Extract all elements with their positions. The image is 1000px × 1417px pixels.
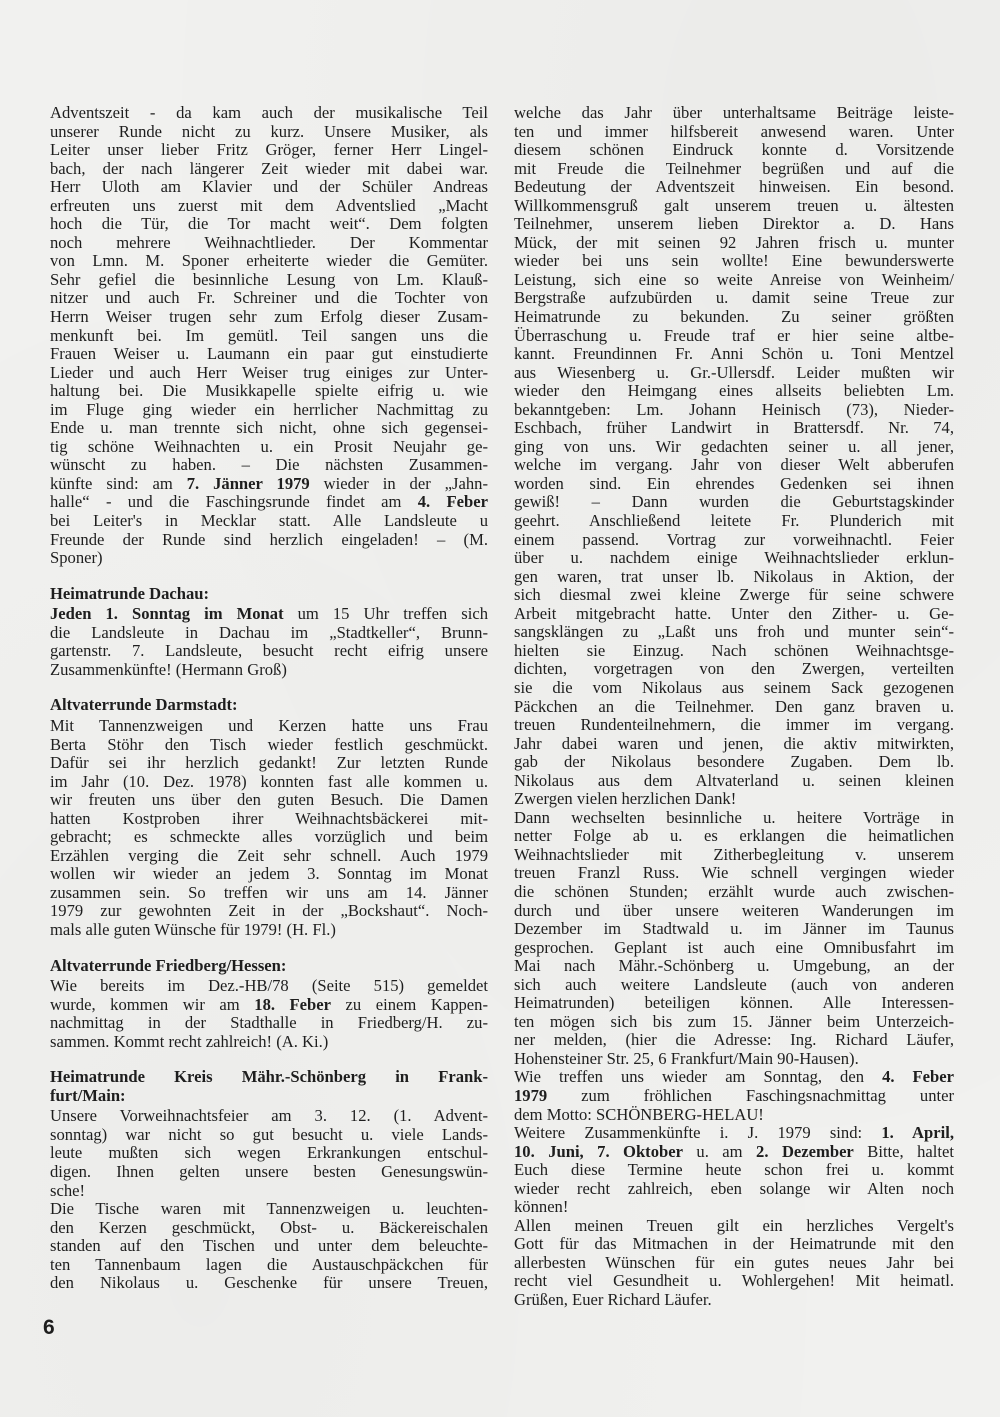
text-line: Altvaterrunde Friedberg/Hessen: [50,955,287,975]
page-number: 6 [43,1316,55,1339]
text-line: Grüßen, Euer Richard Läufer. [514,1290,712,1309]
text-line: Eschbach, früher Landwirt in Brattersdf. Nr. 74, [514,418,954,438]
text-line: Jeden 1. Sonntag im Monat um 15 Uhr treffen sich [50,604,488,624]
text-line: Berta Stöhr den Tisch wieder festlich geschmückt. [50,734,488,754]
text-line: Mück, der mit seinen 92 Jahren frisch u. munter [514,232,954,252]
text-line: welche das Jahr über unterhaltsame Beiträge leiste- [514,103,954,122]
text-line: im Jahr (10. Dez. 1978) konnten fast alle kommen u. [50,771,488,791]
text-line: ging von uns. Wir gedachten seiner u. all jener, [514,436,954,456]
text-line: geehrt. Anschließend leitete Fr. Plunderich mit [514,511,954,531]
text-line: welche im vergang. Jahr von dieser Welt abberufen [514,455,954,475]
text-line: wieder bei uns sein wollte! Eine bewunderswerte [514,251,954,271]
text-line: hielten sie Einzug. Nach schönen Weihnachtsge- [514,640,954,660]
text-line: die Landsleute in Dachau im „Stadtkeller“, Brunn- [50,622,488,642]
text-line: dichten, vorgetragen von den Zwergen, verteilten [514,659,954,679]
text-line: leute mußten sich wegen Erkrankungen entschul- [50,1143,488,1163]
text-line: Heimatrunde zu bekunden. Zu seiner größten [514,307,954,327]
bold-text: 1979 [514,1085,548,1105]
text-line: Arbeit mitgebracht hatte. Unter den Zither- u. Ge- [514,603,954,623]
text-line: Altvaterrunde Darmstadt: [50,695,238,715]
text-line: allerbesten Wünschen für ein gutes neues Jahr bei [514,1252,954,1272]
text-line: Gott für das Mitmachen in der Heimatrunde mit den [514,1234,954,1254]
text-line: Mit Tannenzweigen und Kerzen hatte uns Frau [50,715,488,735]
paragraph [50,104,488,568]
text-line: Heimatrunde Kreis Mähr.-Schönberg in Frank- [50,1067,488,1087]
text-line: Päckchen an die Teilnehmer. Den ganz braven u. [514,696,954,716]
text-line: die schönen Stunden; erzählt wurde auch zwischen- [514,881,954,901]
section-heading [50,1068,488,1105]
text-line: gewiß! – Dann wurden die Geburtstagskinder [514,492,954,512]
text-line: den Kerzen geschmückt, Obst- u. Bäckereischalen [50,1217,488,1237]
text-line: von Lmn. M. Sponer erheiterte wieder die Gemüter. [50,251,488,271]
paragraph [50,605,488,679]
paragraph [50,977,488,1051]
section-heading [50,696,488,715]
text-line: Ende u. man trennte sich nicht, ohne sich gegensei- [50,418,488,438]
text-line: einem passend. Vortrag zur vorweihnachtl. Feier [514,529,954,549]
text-line: Leistung, sich eine so weite Anreise von Weinheim/ [514,269,954,289]
paragraph [514,1124,954,1217]
text-line: Willkommensgruß galt unserem treuen u. ältesten [514,195,954,215]
text-line: sche! [50,1180,86,1200]
text-line: wollen wir wieder an jedem 3. Sonntag im Monat [50,864,488,884]
text-line: bei Leiter's in Mecklar statt. Alle Landsleute u [50,511,488,531]
text-line: mit Freude die Teilnehmer begrüßen und auf die [514,158,954,178]
text-line: gen waren, trat unser lb. Nikolaus in Aktion, der [514,566,954,586]
text-line: Teilnehmer, unserem lieben Direktor a. D. Hans [514,214,954,234]
text-line: dem Motto: SCHÖNBERG-HELAU! [514,1104,764,1124]
text-line: künfte sind: am 7. Jänner 1979 wieder in der „Jahn- [50,473,488,493]
text-line: Weihnachtslieder mit Zitherbegleitung v. unserem [514,844,954,864]
text-line: 1979 zur gewohnten Zeit in der „Bockshaut“. Noch- [50,901,488,921]
text-line: Bergstraße aufzubürden u. damit seine Treue zur [514,288,954,308]
text-line: im Fluge ging wieder ein herrlicher Nachmittag zu [50,399,488,419]
text-line: hoch die Tür, die Tor macht weit“. Dem folgten [50,214,488,234]
text-line: gab der Nikolaus besondere Zugaben. Dem lb. [514,752,954,772]
bold-text: 2. Dezember [756,1141,854,1161]
bold-text: 18. Feber [254,994,332,1014]
text-line: gartenstr. 7. Landsleute, besucht recht eifrig unsere [50,641,488,661]
text-line: bach, der nach längerer Zeit wieder mit dabei war. [50,158,488,178]
text-line: treuen Franzl Russ. Wie schnell vergingen wieder [514,863,954,883]
text-line: den Nikolaus u. Geschenke für unsere Treuen, [50,1273,488,1293]
text-line: Allen meinen Treuen gilt ein herzliches Vergelt's [514,1215,954,1235]
text-line: Lieder und auch Herr Weiser trug einiges zur Unter- [50,362,488,382]
text-line: Unsere Vorweihnachtsfeier am 3. 12. (1. Advent- [50,1106,488,1126]
text-line: Frauen Weiser u. Laumann ein paar gut einstudierte [50,344,488,364]
text-line: mals alle guten Wünsche für 1979! (H. Fl.) [50,919,336,939]
text-line: wieder den Heimgang eines allseits beliebten Lm. [514,381,954,401]
bold-text: Jeden 1. Sonntag im Monat [50,604,284,624]
bold-text: 4. Feber [417,492,488,512]
text-line: menkunft bei. Im gemütl. Teil sangen uns die [50,325,488,345]
text-line: nachmittag in der Stadthalle in Friedberg/H. zu- [50,1013,488,1033]
text-line: wünscht zu haben. – Die nächsten Zusammen- [50,455,488,475]
text-line: Dezember im Stadtwald u. im Jänner im Taunus [514,919,954,939]
text-line: nitzer und auch Fr. Schreiner und die Tochter von [50,288,488,308]
text-line: wurde, kommen wir am 18. Feber zu einem Kappen- [50,994,488,1014]
text-line: über u. nachdem einige Weihnachtslieder erklun- [514,548,954,568]
text-line: Sponer) [50,548,103,568]
text-line: Nikolaus aus dem Altvaterland u. seinen kleinen [514,770,954,790]
text-line: Heimatrunden) beteiligen können. Alle Interessen- [514,993,954,1013]
section-heading [50,957,488,976]
text-line: sonntag) war nicht so gut besucht u. viele Lands- [50,1124,488,1144]
text-line: worden sind. Ein ehrendes Gedenken sei ihnen [514,473,954,493]
paragraph [50,717,488,940]
text-line: Herr Uloth am Klavier und der Schüler Andreas [50,177,488,197]
text-line: Sehr gefiel die besinnliche Lesung von Lm. Klauß- [50,269,488,289]
text-line: Herrn Weiser trugen sehr zum Erfolg dieser Zusam- [50,307,488,327]
text-line: Bedeutung der Adventszeit hinweisen. Ein besond. [514,177,954,197]
text-line: furt/Main: [50,1085,126,1105]
text-line: Erzählen verging die Zeit sehr schnell. Auch 1979 [50,845,488,865]
text-line: wieder recht zahlreich, eben solange wir Alten noch [514,1178,954,1198]
text-line: kannt. Freundinnen Fr. Anni Schön u. Toni Mentzel [514,344,954,364]
text-line: 1979 zum fröhlichen Faschingsnachmittag unter [514,1085,954,1105]
text-line: Jahr dabei waren und jenen, die aktiv mitwirkten, [514,733,954,753]
text-line: unserer Runde nicht zu kurz. Unsere Musiker, als [50,121,488,141]
left-column [50,104,488,1293]
text-line: Die Tische waren mit Tannenzweigen u. leuchten- [50,1199,488,1219]
text-line: bekanntgeben: Lm. Johann Heinisch (73), Nieder- [514,399,954,419]
right-column [514,104,954,1310]
text-line: ten und immer hilfsbereit anwesend waren. Unter [514,121,954,141]
text-line: Weitere Zusammenkünfte i. J. 1979 sind: 1. April, [514,1123,955,1143]
text-line: wir freuten uns über den guten Besuch. Die Damen [50,790,488,810]
text-line: treuen Rundenteilnehmern, die immer im vergang. [514,715,954,735]
text-line: Zusammenkünfte! (Hermann Groß) [50,659,287,679]
text-line: recht viel Gesundheit u. Wohlergehen! Mit heimatl. [514,1271,954,1291]
text-line: Adventszeit - da kam auch der musikalische Teil [50,103,488,122]
paragraph [50,1200,488,1293]
text-line: sich auch weitere Landsleute (auch von anderen [514,974,954,994]
text-line: erfreuten uns zuerst mit dem Adventslied „Macht [50,195,488,215]
text-line: sie die vom Nikolaus aus seinem Sack gezogenen [514,677,954,697]
text-line: Zwergen vielen herzlichen Dank! [514,789,737,809]
text-line: Wie bereits im Dez.-HB/78 (Seite 515) gemeldet [50,976,488,996]
text-line: standen auf den Tischen und unter dem beleuchte- [50,1236,488,1256]
paragraph [514,104,954,809]
text-line: hatten Kostproben ihrer Weihnachtsbäckerei mit- [50,808,488,828]
text-line: sich diesmal zwei kleine Zwerge für seine schwere [514,585,954,605]
text-line: gebracht; es schmeckte alles vorzüglich und beim [50,827,488,847]
text-line: zusammen sein. So treffen wir uns am 14. Jänner [50,882,488,902]
text-line: netter Folge ab u. es erklangen die heimatlichen [514,826,954,846]
text-line: gesprochen. Geplant ist auch eine Omnibusfahrt im [514,937,954,957]
text-line: haltung bei. Die Musikkapelle spielte eifrig u. wie [50,381,488,401]
text-line: Hohensteiner Str. 25, 6 Frankfurt/Main 90-Hausen). [514,1048,859,1068]
text-line: ten Tannenbaum lagen die Austauschpäckchen für [50,1254,488,1274]
bold-text: 1. April, [881,1123,955,1143]
text-line: halle“ - und die Faschingsrunde findet am 4. Feber [50,492,488,512]
paragraph [514,1068,954,1124]
bold-text: 7. Jänner 1979 [186,473,310,493]
text-line: ner melden, (hier die Adresse: Ing. Richard Läufer, [514,1030,954,1050]
bold-text: 10. Juni, 7. Oktober [514,1141,683,1161]
text-line: 10. Juni, 7. Oktober u. am 2. Dezember Bitte, haltet [514,1141,954,1161]
paragraph [514,1217,954,1310]
text-line: Euch diese Termine heute schon frei u. kommt [514,1160,954,1180]
text-line: durch und über unsere weiteren Wanderungen im [514,900,954,920]
paragraph [50,1107,488,1200]
text-line: Mai nach Mähr.-Schönberg u. Umgebung, an der [514,956,954,976]
text-line: Wie treffen uns wieder am Sonntag, den 4. Feber [514,1067,954,1087]
text-line: Überraschung u. Freude traf er hier seine altbe- [514,325,954,345]
paragraph [514,809,954,1069]
text-line: Dann wechselten besinnliche u. heitere Vorträge in [514,807,954,827]
bold-text: 4. Feber [882,1067,954,1087]
text-line: ten mögen sich bis zum 15. Jänner beim Unterzeich- [514,1011,954,1031]
text-line: Heimatrunde Dachau: [50,583,210,603]
text-line: Leiter unser lieber Fritz Gröger, ferner Herr Lingel- [50,140,488,160]
text-line: können! [514,1197,569,1217]
text-line: diesem schönen Eindruck konnte d. Vorsitzende [514,140,954,160]
section-heading [50,585,488,604]
text-line: sammen. Kommt recht zahlreich! (A. Ki.) [50,1031,329,1051]
text-line: tig schöne Weihnachten u. ein Prosit Neujahr ge- [50,436,488,456]
text-line: Freunde der Runde sind herzlich eingeladen! – (M. [50,529,488,549]
text-line: sangsklängen zu „Laßt uns froh und munter sein“- [514,622,954,642]
text-line: noch mehrere Weihnachtlieder. Der Kommentar [50,232,488,252]
text-line: digen. Ihnen gelten unsere besten Genesungswün- [50,1161,488,1181]
text-line: Dafür sei ihr herzlich gedankt! Zur letzten Runde [50,753,488,773]
text-line: aus Wiesenberg u. Gr.-Ullersdf. Leider mußten wir [514,362,954,382]
